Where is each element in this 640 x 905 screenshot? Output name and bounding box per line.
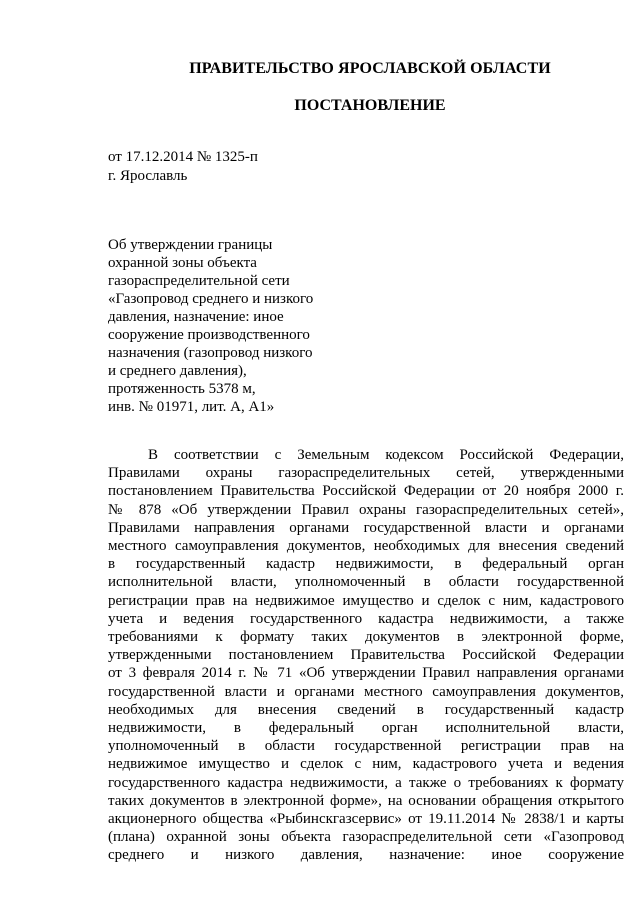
subject-line: «Газопровод среднего и низкого: [108, 291, 314, 307]
subject-line: сооружение производственного: [108, 327, 310, 343]
document-meta: [108, 148, 258, 186]
body-line: необходимых для внесения сведений в государственный кадастр: [108, 701, 624, 718]
subject-line: газораспределительной сети: [108, 273, 290, 289]
subject-line: охранной зоны объекта: [108, 255, 257, 271]
document-type-heading: ПОСТАНОВЛЕНИЕ: [294, 97, 446, 114]
body-line: № 878 «Об утверждении Правил охраны газораспределительных сетей»,: [108, 501, 624, 518]
government-name-heading: ПРАВИТЕЛЬСТВО ЯРОСЛАВСКОЙ ОБЛАСТИ: [189, 60, 551, 77]
body-line: недвижимости, в федеральный орган исполнительной власти,: [108, 720, 624, 737]
body-line: среднего и низкого давления, назначение: иное сооружение: [108, 847, 624, 864]
body-line: от 3 февраля 2014 г. № 71 «Об утверждении Правил направления органами: [108, 665, 624, 682]
body-line: местного самоуправления документов, необходимых для внесения сведений: [108, 538, 624, 555]
body-line: государственного кадастра недвижимости, а также о требованиях к формату: [108, 774, 624, 791]
body-line: акционерного общества «Рыбинскгазсервис» от 19.11.2014 № 2838/1 и карты: [108, 811, 624, 828]
body-paragraph: [108, 446, 624, 865]
body-line: исполнительной власти, уполномоченный в области государственной: [108, 574, 624, 591]
body-line: постановлением Правительства Российской Федерации от 20 ноября 2000 г.: [108, 483, 624, 500]
body-line: в государственный кадастр недвижимости, в федеральный орган: [108, 556, 624, 573]
body-line: регистрации прав на недвижимое имущество и сделок с ним, кадастрового: [108, 592, 624, 609]
body-line: недвижимое имущество и сделок с ним, кадастрового учета и ведения: [108, 756, 624, 773]
body-line: таких документов в электронной форме», на основании обращения открытого: [108, 792, 624, 809]
city-line: г. Ярославль: [108, 168, 188, 184]
subject-line: и среднего давления),: [108, 363, 247, 379]
subject-line: инв. № 01971, лит. А, А1»: [108, 399, 275, 415]
body-line: (плана) охранной зоны объекта газораспределительной сети «Газопровод: [108, 829, 624, 846]
body-line: требованиями к формату таких документов в электронной форме,: [108, 629, 624, 646]
body-line: Правилами направления органами государственной власти и органами: [108, 519, 624, 536]
document-subject: [108, 236, 328, 416]
body-line: уполномоченный в области государственной регистрации прав на: [108, 738, 624, 755]
date-number-line: от 17.12.2014 № 1325-п: [108, 149, 258, 165]
subject-line: протяженность 5378 м,: [108, 381, 256, 397]
subject-line: давления, назначение: иное: [108, 309, 284, 325]
body-line: Правилами охраны газораспределительных сетей, утвержденными: [108, 465, 624, 482]
body-line: утвержденными постановлением Правительства Российской Федерации: [108, 647, 624, 664]
body-line: учета и ведения государственного кадастра недвижимости, а также: [108, 610, 624, 627]
subject-line: Об утверждении границы: [108, 237, 273, 253]
body-line: государственной власти и органами местного самоуправления документов,: [108, 683, 624, 700]
subject-line: назначения (газопровод низкого: [108, 345, 313, 361]
body-line: В соответствии с Земельным кодексом Российской Федерации,: [148, 447, 624, 463]
